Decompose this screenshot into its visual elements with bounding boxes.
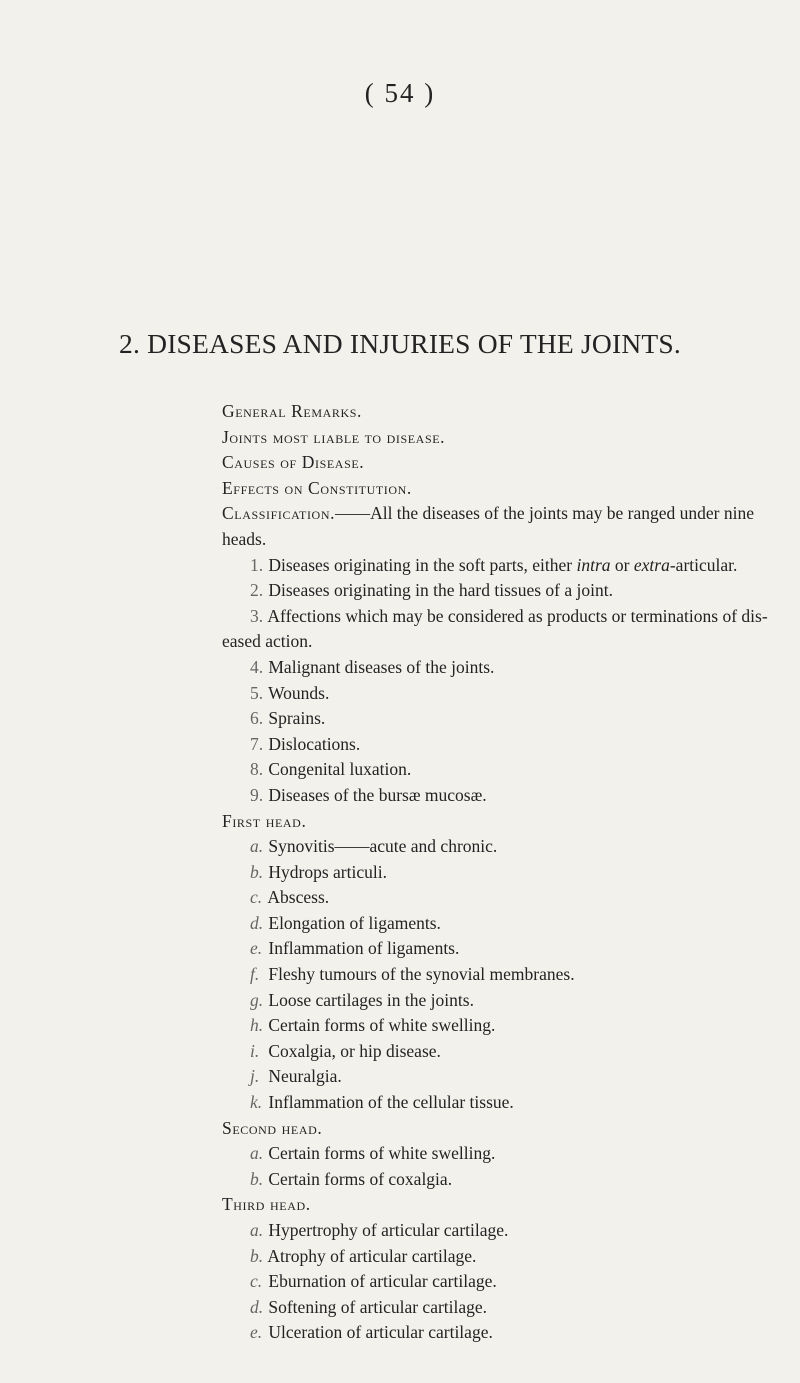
item-letter: d.: [250, 912, 264, 933]
head-number: 4.: [250, 656, 264, 677]
item-text: Loose cartilages in the joints.: [268, 989, 474, 1010]
item-letter: j.: [250, 1066, 260, 1087]
item-text: Neuralgia.: [268, 1066, 342, 1087]
item-text: Eburnation of articular cartilage.: [268, 1271, 497, 1292]
head-item: [222, 783, 762, 809]
head-text: Diseases originating in the soft parts, either: [268, 554, 577, 575]
list-item: [222, 1218, 762, 1244]
list-item: [222, 1141, 762, 1167]
item-text: Certain forms of coxalgia.: [268, 1168, 453, 1189]
classification-label: Classification.: [222, 503, 336, 524]
head-text: Congenital luxation.: [268, 759, 412, 780]
first-head-title: First head.: [222, 810, 307, 831]
item-letter: a.: [250, 1143, 264, 1164]
item-letter: b.: [250, 861, 264, 882]
item-text: Fleshy tumours of the synovial membranes.: [268, 964, 575, 985]
list-item: [222, 1013, 762, 1039]
item-text: Elongation of ligaments.: [268, 912, 441, 933]
item-text: Hypertrophy of articular cartilage.: [268, 1220, 509, 1240]
second-head-list: [222, 1141, 762, 1192]
list-item: [222, 1039, 762, 1065]
list-item: [222, 834, 762, 860]
head-number: 3.: [250, 605, 264, 626]
page-body: [222, 399, 768, 1346]
list-item: [222, 988, 762, 1014]
second-head-title: Second head.: [222, 1117, 323, 1138]
item-letter: c.: [250, 1271, 263, 1292]
item-text: Atrophy of articular cartilage.: [267, 1245, 477, 1266]
item-letter: b.: [250, 1168, 264, 1189]
head-text-italic: extra: [633, 554, 670, 575]
list-item: [222, 1090, 762, 1116]
head-number: 9.: [250, 784, 264, 805]
list-item: [222, 1269, 762, 1295]
head-number: 8.: [250, 759, 264, 780]
list-item: [222, 1320, 762, 1346]
classification-text-cont: heads.: [222, 528, 267, 549]
head-item: [222, 706, 762, 732]
head-text: Wounds.: [268, 682, 330, 703]
item-letter: b.: [250, 1245, 264, 1266]
head-item: [222, 578, 762, 604]
item-letter: e.: [250, 938, 263, 959]
head-text: Diseases of the bursæ mucosæ.: [268, 784, 487, 805]
head-number: 7.: [250, 733, 264, 754]
list-item: [222, 962, 762, 988]
item-text: Synovitis——acute and chronic.: [268, 836, 498, 857]
head-item: [222, 655, 762, 681]
head-number: 5.: [250, 682, 264, 703]
item-text: Inflammation of ligaments.: [268, 938, 460, 959]
item-text: Certain forms of white swelling.: [268, 1143, 496, 1164]
head-text-cont: eased action.: [222, 631, 313, 652]
head-number: 6.: [250, 708, 264, 729]
head-number: 2.: [250, 580, 264, 601]
classification-paragraph: [222, 501, 762, 527]
heading-general-remarks: General Remarks.: [222, 401, 362, 421]
page-number: ( 54 ): [364, 78, 436, 108]
head-item: [222, 757, 762, 783]
item-text: Softening of articular cartilage.: [268, 1296, 488, 1317]
list-item: [222, 1064, 762, 1090]
item-letter: i.: [250, 1040, 260, 1061]
heading-effects: Effects on Constitution.: [222, 477, 412, 498]
list-item: [222, 936, 762, 962]
head-text-italic: intra: [576, 554, 611, 575]
list-item: [222, 911, 762, 937]
classification-dash: ——: [335, 503, 371, 524]
item-text: Ulceration of articular cartilage.: [268, 1322, 493, 1343]
head-item: [222, 681, 762, 707]
head-item: [222, 604, 768, 630]
heading-causes: Causes of Disease.: [222, 452, 365, 473]
list-item: [222, 1167, 762, 1193]
item-text: Coxalgia, or hip disease.: [268, 1040, 441, 1061]
chapter-title: 2. DISEASES AND INJURIES OF THE JOINTS.: [119, 328, 681, 359]
head-text: Dislocations.: [268, 733, 361, 754]
item-letter: f.: [250, 964, 260, 985]
item-letter: a.: [250, 1220, 264, 1240]
head-text: Malignant diseases of the joints.: [268, 656, 495, 677]
item-text: Certain forms of white swelling.: [268, 1015, 496, 1036]
heading-joints-liable: Joints most liable to disease.: [222, 426, 446, 447]
third-head-title: Third head.: [222, 1194, 311, 1215]
item-text: Hydrops articuli.: [268, 861, 387, 882]
head-text: Diseases originating in the hard tissues of a joint.: [268, 580, 613, 601]
head-text: Sprains.: [268, 708, 326, 729]
item-letter: g.: [250, 989, 264, 1010]
head-text: or: [610, 554, 634, 575]
item-letter: k.: [250, 1092, 263, 1113]
list-item: [222, 1295, 762, 1321]
item-letter: e.: [250, 1322, 263, 1343]
item-text: Abscess.: [267, 887, 330, 908]
item-letter: h.: [250, 1015, 264, 1036]
item-letter: d.: [250, 1296, 264, 1317]
classification-text: All the diseases of the joints may be ranged under nine: [370, 503, 754, 524]
item-letter: c.: [250, 887, 263, 908]
head-item: [222, 553, 762, 579]
list-item: [222, 1244, 762, 1270]
list-item: [222, 885, 762, 911]
list-item: [222, 860, 762, 886]
head-item: [222, 732, 762, 758]
head-number: 1.: [250, 554, 264, 575]
first-head-list: [222, 834, 762, 1116]
head-text: -articular.: [669, 554, 738, 575]
third-head-list: [222, 1218, 762, 1346]
head-text: Affections which may be considered as products or terminations of dis-: [267, 605, 768, 626]
item-letter: a.: [250, 836, 264, 857]
item-text: Inflammation of the cellular tissue.: [268, 1092, 514, 1113]
